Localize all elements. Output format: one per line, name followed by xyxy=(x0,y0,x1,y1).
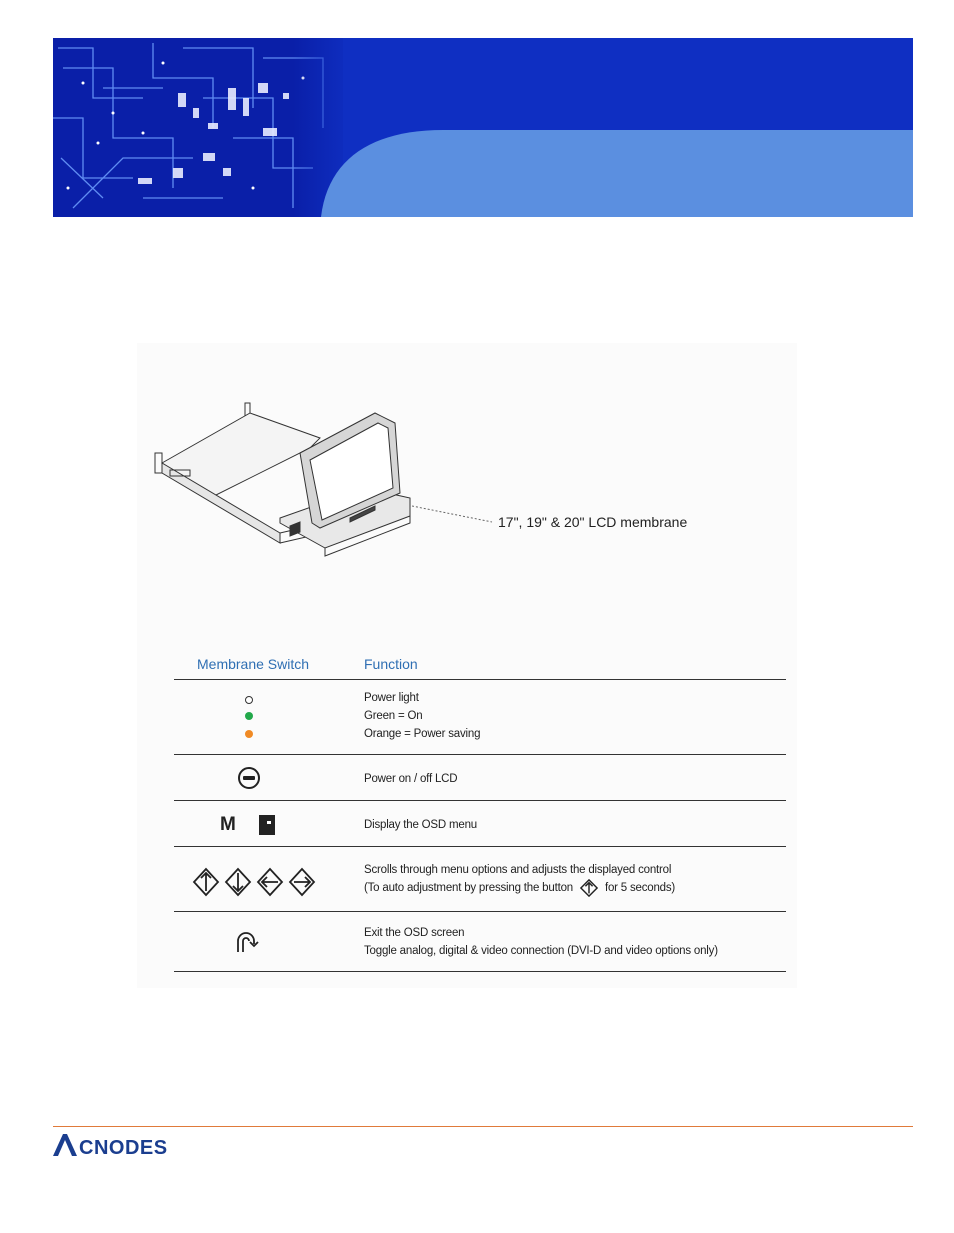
banner-wave-shape xyxy=(53,38,913,217)
function-line: Exit the OSD screen xyxy=(364,927,465,939)
power-light-indicator-icon xyxy=(174,680,324,754)
arrow-buttons-icon xyxy=(192,867,316,897)
header-banner xyxy=(53,38,913,217)
table-row-exit xyxy=(174,912,786,971)
column-header-function: Function xyxy=(364,656,418,672)
power-button-icon xyxy=(237,766,261,790)
menu-m-icon: M xyxy=(220,814,235,835)
table-row-power-button xyxy=(174,755,786,801)
function-line: Orange = Power saving xyxy=(364,728,481,740)
lcd-drawer-illustration xyxy=(150,398,420,563)
acnodes-logo xyxy=(53,1132,213,1158)
function-line: for 5 seconds) xyxy=(604,882,676,895)
table-rule xyxy=(174,971,786,972)
footer-rule xyxy=(53,1126,913,1127)
function-line: Toggle analog, digital & video connection (DVI-D and video options only) xyxy=(364,945,718,957)
table-row-power-light xyxy=(174,680,786,754)
logo-text: CNODES xyxy=(79,1137,168,1158)
function-line-inline xyxy=(364,879,675,897)
function-line: Green = On xyxy=(364,710,423,722)
callout-label: 17", 19" & 20" LCD membrane xyxy=(498,514,688,530)
function-text: Display the OSD menu xyxy=(364,819,477,831)
function-text xyxy=(364,924,718,960)
table-row-arrows xyxy=(174,847,786,912)
callout-leader-line xyxy=(412,504,502,526)
function-text xyxy=(364,861,675,897)
function-text xyxy=(364,689,480,743)
function-line: (To auto adjustment by pressing the button xyxy=(364,882,573,895)
function-line: Power light xyxy=(364,692,419,704)
table-row-menu xyxy=(174,801,786,847)
function-text: Power on / off LCD xyxy=(364,773,458,785)
function-line: Scrolls through menu options and adjusts the displayed control xyxy=(364,864,672,876)
menu-door-icon xyxy=(258,814,276,836)
column-header-switch: Membrane Switch xyxy=(197,656,310,672)
exit-return-icon xyxy=(235,930,261,954)
up-arrow-button-icon xyxy=(579,879,599,897)
